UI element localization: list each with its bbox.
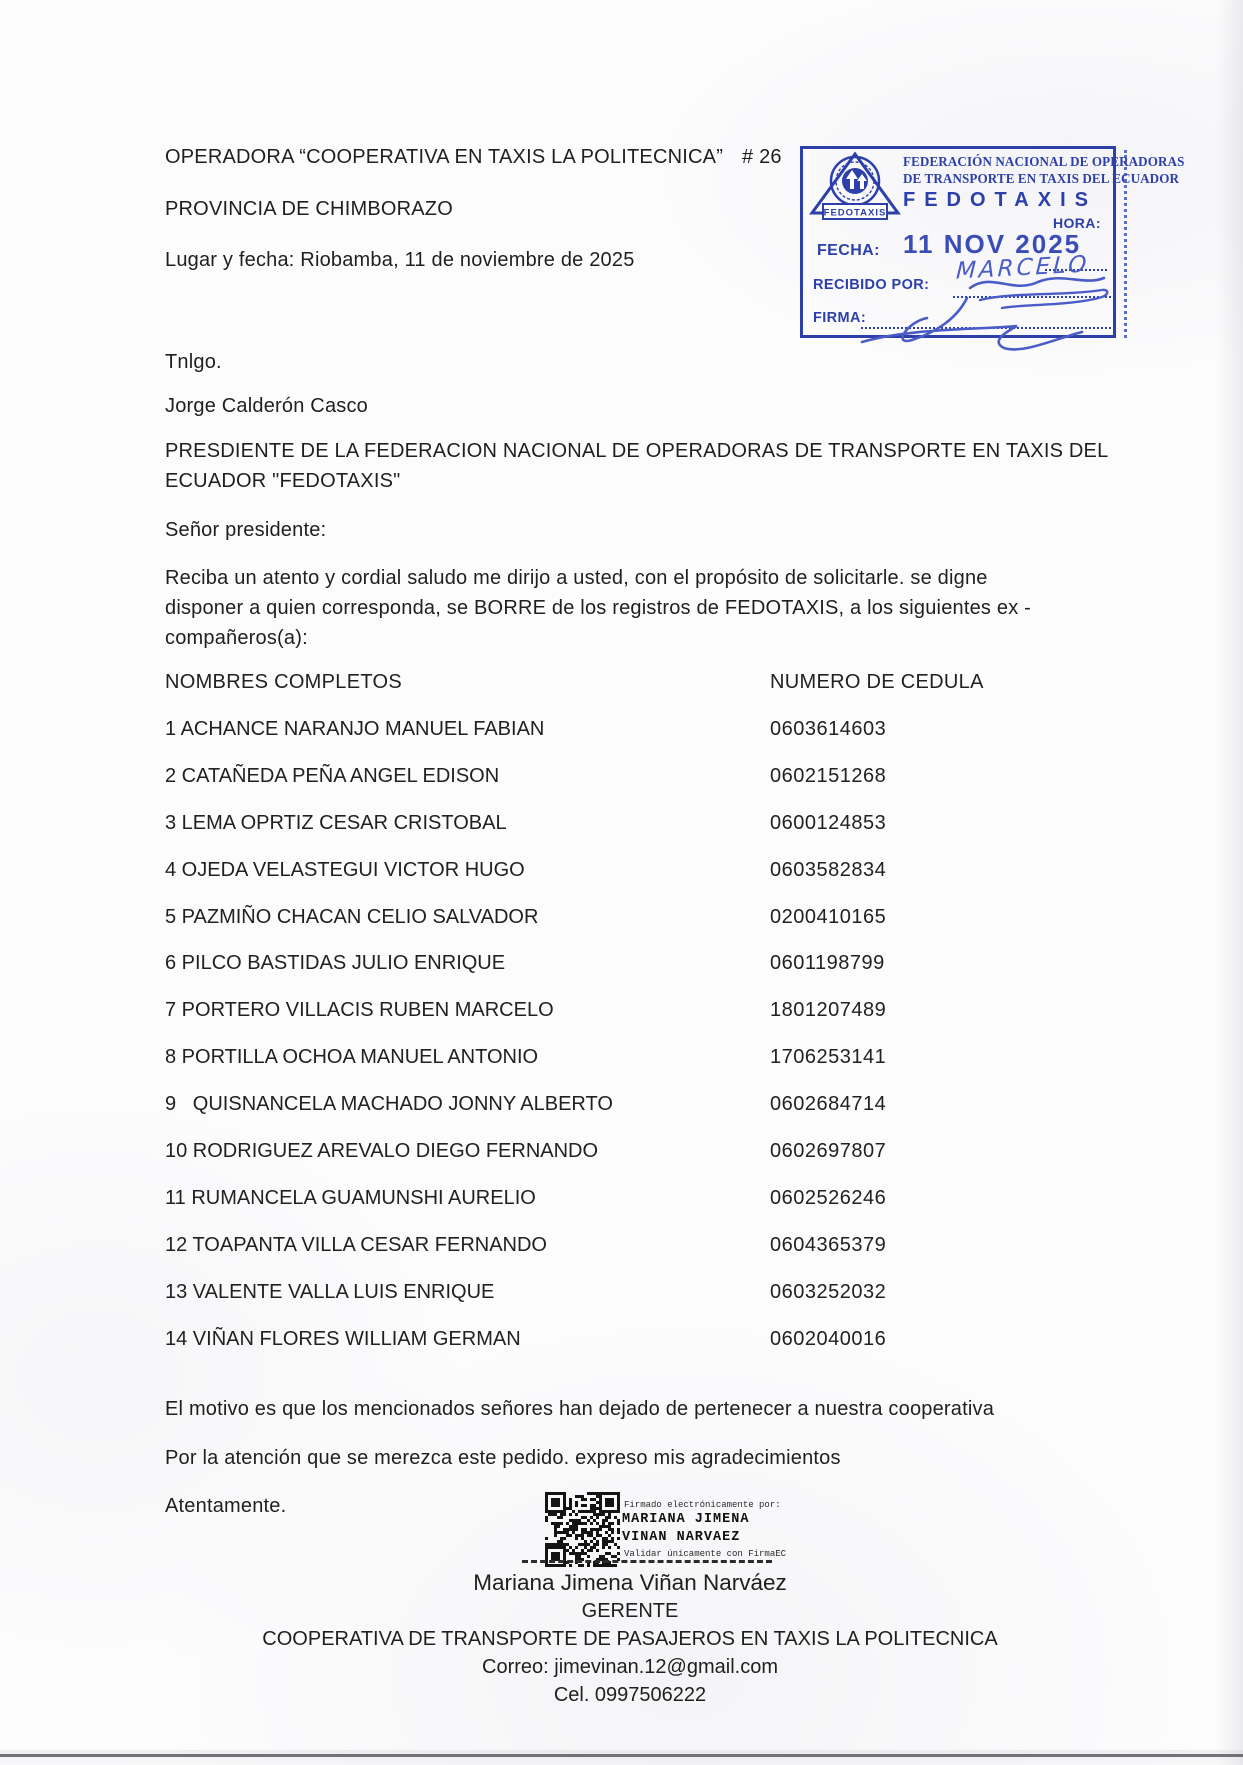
stamp-org-name: FEDOTAXIS: [903, 189, 1097, 211]
closing-reason-line: El motivo es que los mencionados señores han dejado de pertenecer a nuestra cooperativa: [165, 1398, 995, 1420]
table-row: [165, 1232, 1115, 1279]
signer-phone: Cel. 0997506222: [553, 1684, 707, 1706]
member-name: 4 OJEDA VELASTEGUI VICTOR HUGO: [165, 858, 525, 881]
member-name: 1 ACHANCE NARANJO MANUEL FABIAN: [165, 718, 545, 740]
member-name: 10 RODRIGUEZ AREVALO DIEGO FERNANDO: [165, 1140, 599, 1163]
operator-title: OPERADORA “COOPERATIVA EN TAXIS LA POLITECNICA”: [165, 146, 724, 168]
member-name: 8 PORTILLA OCHOA MANUEL ANTONIO: [165, 1046, 539, 1069]
signer-email: Correo: jimevinan.12@gmail.com: [482, 1656, 778, 1678]
member-cedula: 0603252032: [770, 1280, 887, 1303]
member-cedula: 0200410165: [770, 905, 887, 928]
member-cedula: 0603614603: [770, 718, 887, 740]
member-cedula: 0602526246: [770, 1186, 887, 1209]
member-cedula: 1801207489: [770, 999, 887, 1022]
member-cedula: 0604365379: [770, 1233, 887, 1256]
stamp-org-line2: DE TRANSPORTE EN TAXIS DEL ECUADOR: [903, 171, 1180, 186]
member-name: 2 CATAÑEDA PEÑA ANGEL EDISON: [165, 764, 500, 787]
member-name: 6 PILCO BASTIDAS JULIO ENRIQUE: [165, 952, 506, 975]
member-cedula: 0603582834: [770, 858, 887, 881]
recibido-handwritten-name: MARCELO: [955, 251, 1090, 285]
member-name: 9 QUISNANCELA MACHADO JONNY ALBERTO: [165, 1093, 613, 1116]
greeting-line: Señor presidente:: [165, 519, 327, 541]
body-paragraph-line1: Reciba un atento y cordial saludo me dirijo a usted, con el propósito de solicitarle. se digne: [165, 567, 988, 589]
member-name: 11 RUMANCELA GUAMUNSHI AURELIO: [165, 1186, 536, 1209]
signer-organization: COOPERATIVA DE TRANSPORTE DE PASAJEROS EN TAXIS LA POLITECNICA: [262, 1628, 998, 1650]
member-cedula: 1706253141: [770, 1046, 887, 1069]
table-row: [165, 1185, 1115, 1232]
member-name: 13 VALENTE VALLA LUIS ENRIQUE: [165, 1280, 495, 1303]
table-row: [165, 857, 1115, 904]
qr-code: [545, 1492, 620, 1567]
place-date-line: Lugar y fecha: Riobamba, 11 de noviembre de 2025: [165, 249, 635, 271]
province-line: PROVINCIA DE CHIMBORAZO: [165, 198, 453, 220]
stamp-firma-label: FIRMA:: [813, 310, 867, 326]
stamp-hora-label: HORA:: [1053, 215, 1101, 231]
table-row: [165, 716, 1115, 763]
body-paragraph-line3: compañeros(a):: [165, 627, 308, 649]
body-paragraph-line2: disponer a quien corresponda, se BORRE de los registros de FEDOTAXIS, a los siguientes ex -: [165, 597, 1032, 619]
table-row: [165, 997, 1115, 1044]
table-row: [165, 810, 1115, 857]
member-cedula: 0601198799: [770, 952, 885, 975]
table-row: [165, 763, 1115, 810]
member-name: 3 LEMA OPRTIZ CESAR CRISTOBAL: [165, 811, 507, 834]
member-cedula: 0602697807: [770, 1140, 887, 1163]
fedotaxis-logo-icon: [809, 151, 901, 239]
closing-thanks-line: Por la atención que se merezca este pedido. expreso mis agradecimientos: [165, 1447, 841, 1469]
stamp-fecha-label: FECHA:: [817, 242, 880, 259]
table-row: [165, 950, 1115, 997]
table-row: [165, 1044, 1115, 1091]
member-name: 7 PORTERO VILLACIS RUBEN MARCELO: [165, 999, 554, 1022]
stamp-outer-dotted-edge: [1124, 150, 1127, 338]
recipient-position-line2: ECUADOR "FEDOTAXIS": [165, 470, 401, 492]
stamp-signature-icon: [852, 270, 1122, 360]
esign-name-line2: VINAN NARVAEZ: [622, 1530, 741, 1545]
recipient-position-line1: PRESDIENTE DE LA FEDERACION NACIONAL DE OPERADORAS DE TRANSPORTE EN TAXIS DEL: [165, 440, 1109, 462]
member-name: 5 PAZMIÑO CHACAN CELIO SALVADOR: [165, 905, 539, 928]
svg-text:FEDOTAXIS: FEDOTAXIS: [823, 207, 887, 219]
member-table-body: [165, 716, 1115, 1372]
table-row: [165, 1138, 1115, 1185]
esign-name-line1: MARIANA JIMENA: [622, 1512, 750, 1527]
signer-role: GERENTE: [581, 1600, 679, 1622]
table-header-cedula: NUMERO DE CEDULA: [770, 671, 984, 693]
esign-header-text: Firmado electrónicamente por:: [624, 1500, 781, 1510]
recipient-name: Jorge Calderón Casco: [165, 395, 368, 417]
member-cedula: 0602684714: [770, 1093, 887, 1116]
esign-footer-text: Validar únicamente con FirmaEC: [624, 1549, 787, 1559]
document-number: # 26: [742, 146, 782, 168]
member-cedula: 0600124853: [770, 811, 887, 834]
closing-atentamente: Atentamente.: [165, 1495, 287, 1517]
signature-dashed-line: [522, 1560, 772, 1563]
stamp-org-line1: FEDERACIÓN NACIONAL DE OPERADORAS: [903, 154, 1185, 169]
member-name: 12 TOAPANTA VILLA CESAR FERNANDO: [165, 1233, 547, 1256]
member-name: 14 VIÑAN FLORES WILLIAM GERMAN: [165, 1327, 521, 1350]
scan-edge-right: [1217, 0, 1243, 1765]
table-row: [165, 1326, 1115, 1373]
table-row: [165, 1091, 1115, 1138]
stamp-recibido-label: RECIBIDO POR:: [813, 277, 930, 293]
table-header-names: NOMBRES COMPLETOS: [165, 671, 402, 693]
member-cedula: 0602040016: [770, 1327, 887, 1350]
signer-name: Mariana Jimena Viñan Narváez: [473, 1570, 787, 1595]
stamp-date-value: 11 NOV 2025: [903, 229, 1082, 259]
scan-bottom-line: [0, 1754, 1243, 1757]
table-row: [165, 904, 1115, 951]
table-row: [165, 1279, 1115, 1326]
scan-edge-bottom: [0, 1750, 1243, 1765]
salutation-title: Tnlgo.: [165, 351, 222, 373]
member-cedula: 0602151268: [770, 764, 887, 787]
